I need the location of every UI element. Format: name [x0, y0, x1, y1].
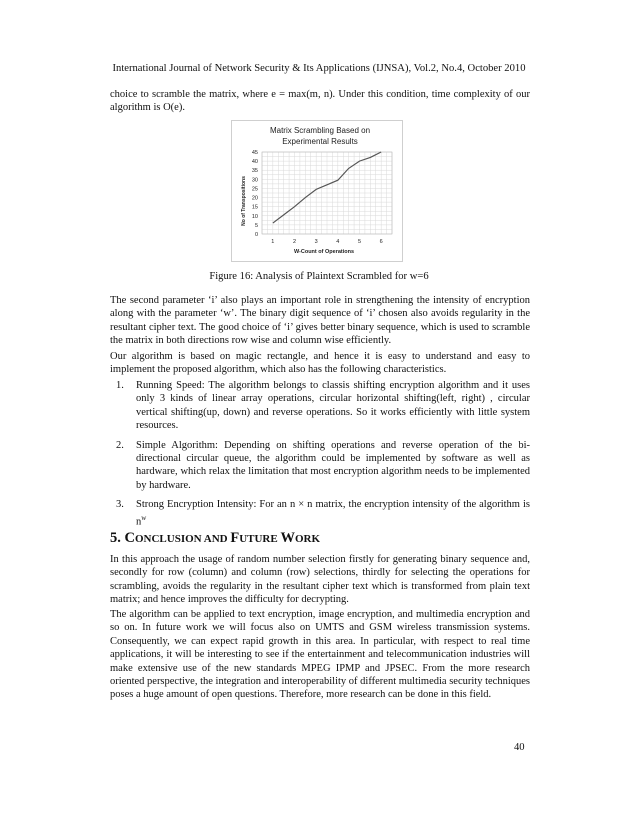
y-tick-label: 25	[251, 186, 258, 193]
list-item	[110, 379, 530, 433]
list-item-superscript: w	[141, 513, 147, 522]
x-tick-label: 5	[357, 239, 362, 245]
list-item-number: 2.	[116, 439, 124, 451]
characteristics-list	[110, 379, 530, 535]
list-item	[110, 439, 530, 493]
y-tick-label: 35	[251, 168, 258, 175]
list-item-number: 3.	[116, 499, 124, 511]
x-axis-label: W-Count of Operations	[293, 249, 355, 255]
y-tick-labels	[252, 150, 258, 238]
section-word-1: ONCLUSION AND	[134, 533, 231, 545]
y-tick-label: 0	[254, 232, 258, 238]
x-tick-label: 2	[292, 239, 297, 245]
page-number: 40	[514, 742, 525, 753]
list-item-number: 1.	[116, 380, 124, 391]
section-heading	[110, 530, 320, 547]
paragraph-3	[110, 350, 530, 377]
section-word-2: UTURE	[239, 533, 281, 545]
y-tick-label: 5	[254, 222, 258, 229]
list-item-text: Strong Encryption Intensity: For an n × n matrix, the encryption intensity of the algorithm is n	[136, 499, 530, 528]
paragraph-5	[110, 553, 530, 607]
x-tick-label: 3	[314, 239, 318, 245]
paragraph-6-text: The algorithm can be applied to text encryption, image encryption, and multimedia encryption and so on. In future work we will focus also on UMTS and GSM wireless transmission systems. Consequently, we can expect rapid growth in this area. In particular, with respect to real time applications, it will be interesting to see if the entertainment and telecommunication industries will make extensive use of the new standards MPEG IPMP and JPSEC. From the more research oriented perspective, the integration and interoperability of different multimedia security techniques poses a huge amount of open questions. Therefore, more research can be done in this field.	[110, 609, 530, 701]
chart-grid	[262, 152, 392, 234]
paragraph-5-text: In this approach the usage of random number selection firstly for generating binary sequence and, secondly for row (column) and column (row) selections, thirdly for selecting the operations for scrambling, avoids the regularity in the resultant cipher text which is transformed from plain text matrix; and hence improves the difficulty for decrypting.	[110, 554, 530, 606]
figure-caption: Figure 16: Analysis of Plaintext Scrambled for w=6	[209, 271, 429, 282]
y-tick-label: 20	[251, 195, 258, 202]
figure-16-chart	[231, 120, 403, 262]
y-tick-label: 30	[251, 177, 258, 184]
x-tick-label: 4	[336, 239, 340, 245]
paragraph-2-text: The second parameter ‘i’ also plays an important role in strengthening the intensity of encryption along with the parameter ‘w’. The binary digit sequence of ‘i’ chosen also avoids regularity in the resultant cipher text. The good choice of ‘i’ gives better binary sequence, which is used to scramble the matrix in both directions row wise and column wise efficiently.	[110, 295, 530, 347]
chart-title-line2: Experimental Results	[282, 137, 358, 146]
chart-title-line1: Matrix Scrambling Based on	[269, 126, 371, 135]
line-chart	[232, 121, 402, 261]
y-tick-label: 40	[251, 159, 258, 166]
section-cap-f: F	[230, 530, 240, 546]
x-tick-label: 1	[271, 239, 275, 245]
running-header: International Journal of Network Security & Its Applications (IJNSA), Vol.2, No.4, October 2010	[112, 63, 526, 74]
x-tick-label: 6	[379, 239, 383, 245]
list-item-text: Running Speed: The algorithm belongs to classis shifting encryption algorithm and it uses only 3 kinds of linear array operations, circular horizontal shifting(left, right) , circular vertical shifting(up, down) and reverse operations. So it works efficiently with little system resources.	[136, 380, 530, 432]
paragraph-6	[110, 608, 530, 702]
list-item	[110, 498, 530, 528]
y-axis-label: No of Transpositions	[241, 176, 247, 226]
section-cap-w: W	[280, 530, 295, 546]
section-number: 5.	[110, 530, 125, 546]
y-tick-label: 15	[251, 204, 258, 211]
paragraph-3-text: Our algorithm is based on magic rectangle, and hence it is easy to understand and easy to implement the proposed algorithm, which also has the following characteristics.	[110, 351, 530, 376]
y-tick-label: 45	[251, 150, 258, 156]
y-tick-label: 10	[251, 213, 258, 220]
paragraph-2	[110, 294, 530, 348]
section-word-3: ORK	[294, 533, 321, 545]
list-item-text: Simple Algorithm: Depending on shifting operations and reverse operation of the bi-directional circular queue, the algorithm could be implemented by software as well as hardware, which relax the limitation that most encryption algorithm needs to be implemented by hardware.	[136, 439, 530, 491]
paragraph-top	[110, 88, 530, 115]
x-tick-labels	[271, 239, 382, 245]
section-cap-c: C	[124, 530, 135, 546]
paragraph-top-text: choice to scramble the matrix, where e = max(m, n). Under this condition, time complexity of our algorithm is O(e).	[110, 89, 530, 114]
